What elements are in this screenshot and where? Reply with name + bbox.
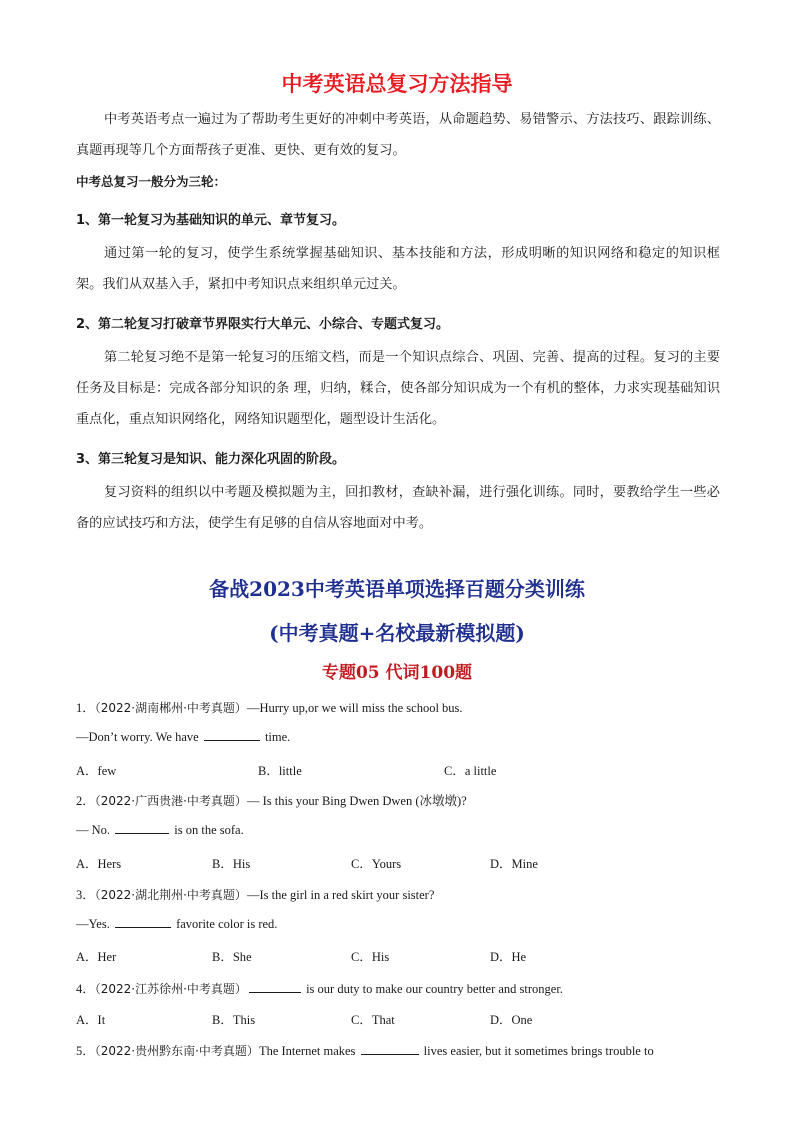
round-1-heading: 1、第一轮复习为基础知识的单元、章节复习。 [76, 213, 346, 228]
doc-title: 中考英语总复习方法指导 [281, 72, 513, 96]
question-number: 4． [76, 982, 95, 996]
round-3-text: 复习资料的组织以中考题及模拟题为主，回扣教材，查缺补漏，进行强化训练。同时，要教给学生一些必备的应试技巧和方法，使学生有足够的自信从容地面对中考。 [76, 485, 720, 531]
question-1-stem [76, 698, 463, 716]
round-2-heading: 2、第二轮复习打破章节界限实行大单元、小综合、专题式复习。 [76, 317, 450, 332]
question-text: is our duty to make our country better and stronger. [306, 982, 563, 996]
question-4-stem [76, 979, 563, 997]
question-number: 3． [76, 888, 95, 902]
series-subtitle: (中考真题+名校最新模拟题) [269, 621, 525, 645]
answer-blank [249, 981, 301, 993]
question-text: — Is this your Bing Dwen Dwen (冰墩墩)? [246, 794, 467, 808]
question-2-reply [76, 822, 244, 838]
option-b: B．This [212, 1013, 256, 1027]
question-number: 1． [76, 701, 95, 715]
question-source: （2022·湖南郴州·中考真题） [94, 701, 247, 715]
reply-text: —Yes. [76, 917, 110, 931]
overview-heading: 中考总复习一般分为三轮： [76, 174, 227, 189]
option-b: B．She [212, 950, 252, 964]
option-d: D．One [490, 1013, 533, 1027]
reply-text: time. [264, 730, 291, 744]
option-c: C．a little [444, 764, 497, 778]
option-c: C．Yours [351, 857, 402, 871]
question-number: 5． [76, 1044, 95, 1058]
answer-blank [361, 1043, 419, 1055]
question-2-stem [76, 791, 467, 809]
round-3-heading: 3、第三轮复习是知识、能力深化巩固的阶段。 [76, 452, 346, 467]
answer-blank [115, 822, 169, 834]
question-text: lives easier, but it sometimes brings trouble to [423, 1044, 654, 1058]
topic-title: 专题05 代词100题 [321, 663, 473, 683]
option-b: B．little [258, 764, 302, 778]
intro-paragraph: 中考英语考点一遍过为了帮助考生更好的冲刺中考英语，从命题趋势、易错警示、方法技巧、跟踪训练、真题再现等几个方面帮孩子更准、更快、更有效的复习。 [76, 112, 720, 158]
answer-blank [115, 916, 171, 928]
question-text: The Internet makes [258, 1044, 356, 1058]
option-a: A．Her [76, 950, 117, 964]
question-number: 2． [76, 794, 95, 808]
series-title: 备战2023中考英语单项选择百题分类训练 [209, 577, 585, 601]
reply-text: — No. [76, 823, 111, 837]
question-text: —Is the girl in a red skirt your sister? [246, 888, 435, 902]
option-a: A．few [76, 764, 117, 778]
question-1-reply [76, 729, 290, 745]
option-d: D．Mine [490, 857, 538, 871]
question-3-stem [76, 885, 434, 903]
round-2-text: 第二轮复习绝不是第一轮复习的压缩文档，而是一个知识点综合、巩固、完善、提高的过程。复习的主要任务及目标是：完成各部分知识的条 理，归纳，糅合，使各部分知识成为一个有机的整体，力求实现基础知识重点化，重点知识网络化，网络知识题型化，题型设计生活化。 [76, 350, 721, 427]
reply-text: —Don’t worry. We have [76, 730, 199, 744]
option-c: C．That [351, 1013, 395, 1027]
question-3-reply [76, 916, 277, 932]
option-b: B．His [212, 857, 251, 871]
question-source: （2022·贵州黔东南·中考真题） [94, 1044, 259, 1058]
option-c: C．His [351, 950, 390, 964]
question-source: （2022·湖北荆州·中考真题） [94, 888, 247, 902]
round-1-text: 通过第一轮的复习，使学生系统掌握基础知识、基本技能和方法，形成明晰的知识网络和稳定的知识框架。我们从双基入手，紧扣中考知识点来组织单元过关。 [76, 246, 720, 292]
reply-text: is on the sofa. [174, 823, 244, 837]
option-d: D．He [490, 950, 527, 964]
option-a: A．Hers [76, 857, 122, 871]
question-text: —Hurry up,or we will miss the school bus. [246, 701, 463, 715]
question-5-stem [76, 1041, 654, 1059]
option-a: A．It [76, 1013, 106, 1027]
answer-blank [204, 729, 260, 741]
reply-text: favorite color is red. [176, 917, 278, 931]
question-source: （2022·江苏徐州·中考真题） [94, 982, 247, 996]
question-source: （2022·广西贵港·中考真题） [94, 794, 247, 808]
